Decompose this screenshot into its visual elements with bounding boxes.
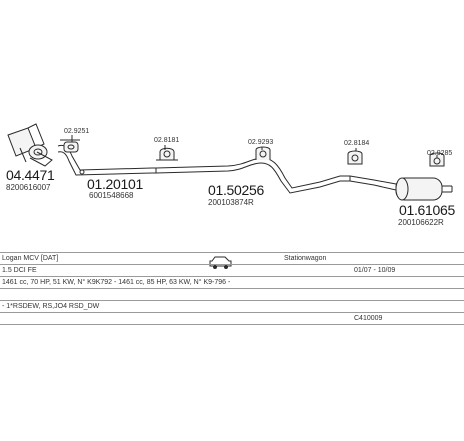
rear-silencer-drawing — [350, 176, 452, 200]
vehicle-note: - 1*RSDEW, RS,JO4 RSD_DW — [2, 303, 100, 310]
vehicle-years: 01/07 - 10/09 — [354, 267, 396, 274]
vehicle-code: C410009 — [354, 315, 383, 322]
mount-rubber-3 — [256, 147, 270, 160]
mount-number-1: 02.9251 — [64, 128, 90, 135]
oem-number-front-pipe: 6001548668 — [89, 191, 134, 200]
mount-number-4: 02.8184 — [344, 140, 370, 147]
vehicle-body: Stationwagon — [284, 255, 327, 262]
vehicle-specs: 1461 cc, 70 HP, 51 KW, N° K9K792 - 1461 cc, 85 HP, 63 KW, N° K9-796 - — [2, 279, 231, 286]
part-number-rear-silencer: 01.61065 — [399, 202, 455, 218]
part-number-center-pipe: 01.50256 — [208, 182, 264, 198]
mount-rubber-2 — [156, 148, 178, 160]
catalytic-converter-drawing — [8, 124, 52, 166]
table-bottom-border — [0, 324, 464, 325]
oem-number-catalyst: 8200616007 — [6, 183, 51, 192]
part-number-catalyst: 04.4471 — [6, 167, 55, 183]
vehicle-model: Logan MCV [DAT] — [2, 255, 59, 262]
mount-number-3: 02.9293 — [248, 139, 274, 146]
part-number-front-pipe: 01.20101 — [87, 176, 143, 192]
oem-number-center-pipe: 200103874R — [208, 198, 254, 207]
mount-clamp-1 — [60, 140, 80, 152]
oem-number-rear-silencer: 200106622R — [398, 218, 444, 227]
mount-number-5: 02.9285 — [427, 150, 453, 157]
mount-rubber-4 — [348, 151, 362, 164]
vehicle-engine: 1.5 DCI FE — [2, 267, 37, 274]
mount-number-2: 02.8181 — [154, 137, 180, 144]
